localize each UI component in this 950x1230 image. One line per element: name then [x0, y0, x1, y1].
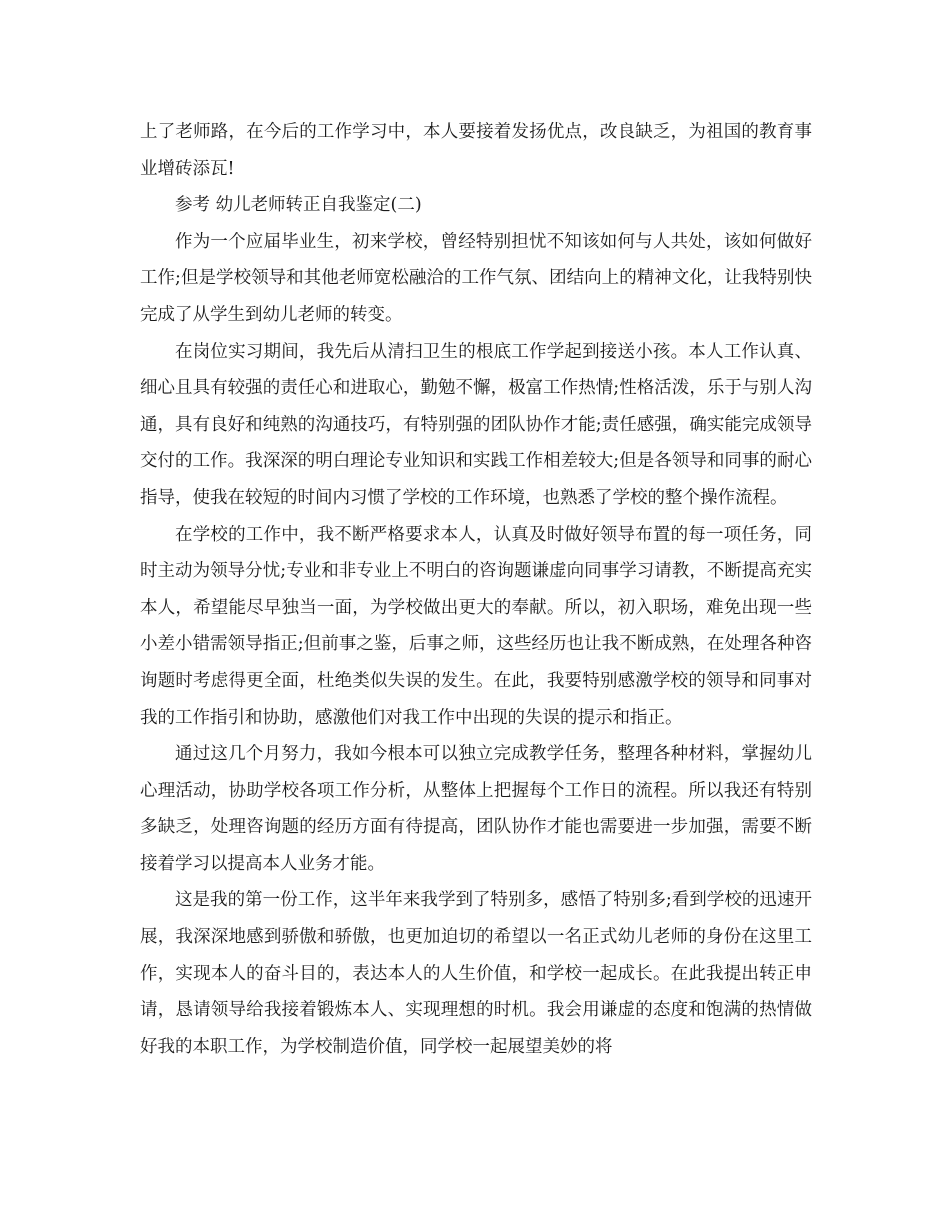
paragraph-internship: 在岗位实习期间，我先后从清扫卫生的根底工作学起到接送小孩。本人工作认真、细心且具有较强的责任心和进取心，勤勉不懈，极富工作热情;性格活泼，乐于与别人沟通，具有良好和纯熟的沟通技巧，有特别强的团队协作才能;责任感强，确实能完成领导交付的工作。我深深的明白理论专业知识和实践工作相差较大;但是各领导和同事的耐心指导，使我在较短的时间内习惯了学校的工作环境，也熟悉了学校的整个操作流程。: [140, 341, 812, 508]
paragraph-progress: 通过这几个月努力，我如今根本可以独立完成教学任务，整理各种材料，掌握幼儿心理活动，协助学校各项工作分析，从整体上把握每个工作日的流程。所以我还有特别多缺乏，处理咨询题的经历方面有待提高，团队协作才能也需要进一步加强，需要不断接着学习以提高本人业务才能。: [140, 744, 812, 874]
paragraph-continuation: 上了老师路，在今后的工作学习中，本人要接着发扬优点，改良缺乏，为祖国的教育事业增砖添瓦!: [140, 122, 812, 179]
section-heading: 参考 幼儿老师转正自我鉴定(二): [175, 195, 422, 216]
paragraph-intro: 作为一个应届毕业生，初来学校，曾经特别担忧不知该如何与人共处，该如何做好工作;但是学校领导和其他老师宽松融洽的工作气氛、团结向上的精神文化，让我特别快完成了从学生到幼儿老师的转变。: [140, 231, 812, 325]
paragraph-closing: 这是我的第一份工作，这半年来我学到了特别多，感悟了特别多;看到学校的迅速开展，我深深地感到骄傲和骄傲，也更加迫切的希望以一名正式幼儿老师的身份在这里工作，实现本人的奋斗目的，表达本人的人生价值，和学校一起成长。在此我提出转正申请，恳请领导给我接着锻炼本人、实现理想的时机。我会用谦虚的态度和饱满的热情做好我的本职工作，为学校制造价值，同学校一起展望美妙的将: [140, 890, 812, 1057]
document-page: [140, 114, 812, 1065]
paragraph-work: 在学校的工作中，我不断严格要求本人，认真及时做好领导布置的每一项任务，同时主动为领导分忧;专业和非专业上不明白的咨询题谦虚向同事学习请教，不断提高充实本人，希望能尽早独当一面，为学校做出更大的奉献。所以，初入职场，难免出现一些小差小错需领导指正;但前事之鉴，后事之师，这些经历也让我不断成熟，在处理各种咨询题时考虑得更全面，杜绝类似失误的发生。在此，我要特别感激学校的领导和同事对我的工作指引和协助，感激他们对我工作中出现的失误的提示和指正。: [140, 524, 812, 728]
